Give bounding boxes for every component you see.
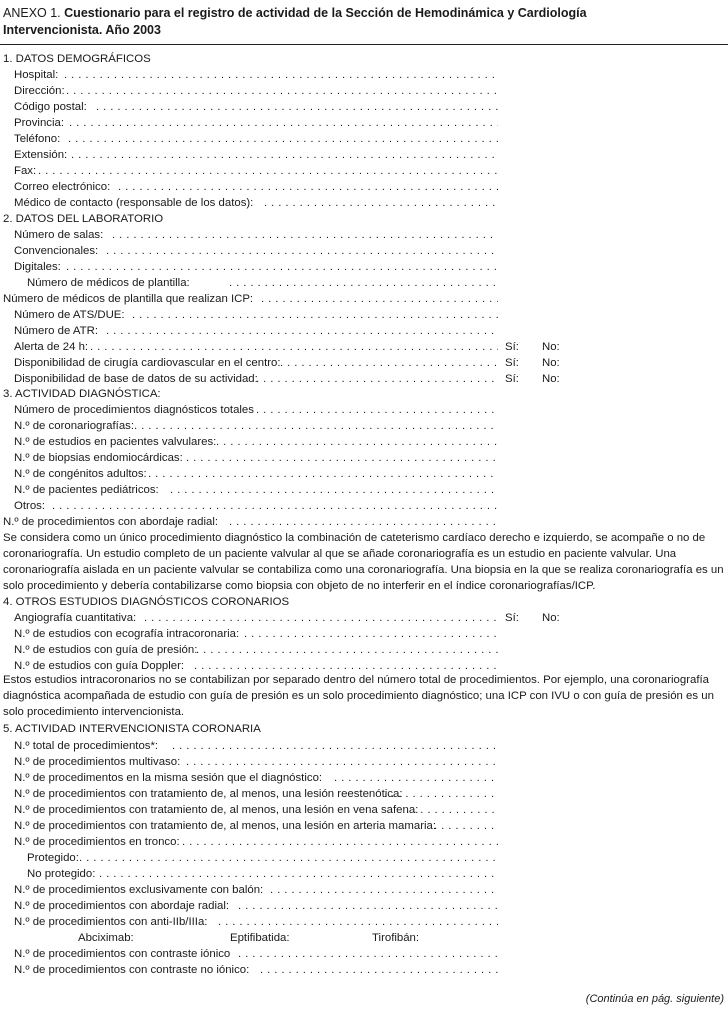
fill-dots — [52, 498, 498, 514]
field-abordaje-radial-icp[interactable] — [14, 898, 498, 914]
option-no[interactable]: No: — [542, 612, 560, 624]
option-si[interactable]: Sí: — [505, 357, 519, 369]
field-label: Angiografía cuantitativa: — [14, 612, 137, 624]
title-line-2: Intervencionista. Año 2003 — [3, 23, 161, 37]
field-misma-sesion[interactable] — [14, 770, 498, 786]
field-medicos-icp[interactable] — [3, 291, 498, 307]
fill-dots — [66, 259, 498, 275]
field-ecografia-intracoronaria[interactable] — [14, 626, 498, 642]
fill-dots — [186, 450, 498, 466]
fill-dots — [244, 626, 498, 642]
field-label: N.º de procedimientos con abordaje radial: — [14, 900, 230, 912]
field-atr[interactable] — [14, 323, 498, 339]
field-label: N.º de pacientes pediátricos: — [14, 484, 159, 496]
yes-no-base-datos[interactable] — [505, 371, 565, 387]
field-lesion-reestenotica[interactable] — [14, 786, 498, 802]
section-1-heading: 1. DATOS DEMOGRÁFICOS — [3, 53, 151, 65]
field-provincia[interactable] — [14, 115, 498, 131]
field-label: N.º de biopsias endomiocárdicas: — [14, 452, 183, 464]
fill-dots — [216, 434, 498, 450]
field-label: Médico de contacto (responsable de los datos): — [14, 197, 254, 209]
field-label: Número de ATS/DUE: — [14, 309, 125, 321]
field-contraste-ionico[interactable] — [14, 946, 498, 962]
field-no-protegido[interactable] — [27, 866, 498, 882]
fill-dots — [71, 147, 498, 163]
field-label: N.º de estudios con ecografía intracoronaria: — [14, 628, 240, 640]
fill-dots — [170, 482, 498, 498]
note-line: coronariografía aislada en un paciente valvular se contabiliza como una coronariografía. Una biopsia en la que se realiza coronariografía es un — [3, 564, 724, 576]
section-2-heading: 2. DATOS DEL LABORATORIO — [3, 213, 164, 225]
option-no[interactable]: No: — [542, 373, 560, 385]
fill-dots — [79, 850, 498, 866]
field-label: N.º de coronariografías: — [14, 420, 135, 432]
field-tronco[interactable] — [14, 834, 498, 850]
fill-dots — [334, 770, 498, 786]
field-label: N.º de procedimientos con contraste iónico — [14, 948, 231, 960]
fill-dots — [118, 179, 498, 195]
fill-dots — [106, 243, 498, 259]
note-line: Estos estudios intracoronarios no se contabilizan por separado dentro del número total de procedimientos. Por ejemplo, una coronariografía — [3, 674, 709, 686]
field-congenitos[interactable] — [14, 466, 498, 482]
fill-dots — [96, 99, 498, 115]
field-label: Alerta de 24 h: — [14, 341, 89, 353]
fill-dots — [172, 738, 498, 754]
field-label: N.º de estudios en pacientes valvulares: — [14, 436, 217, 448]
fill-dots — [384, 786, 498, 802]
field-abordaje-radial-diag[interactable] — [3, 514, 498, 530]
field-label: Dirección: — [14, 85, 65, 97]
field-label: Otros: — [14, 500, 46, 512]
section-4-heading: 4. OTROS ESTUDIOS DIAGNÓSTICOS CORONARIOS — [3, 596, 290, 608]
note-line: solo procedimiento y debería contabilizarse como biopsia con objeto de no interferir en el índice coronariografías/ICP. — [3, 580, 596, 592]
field-contraste-no-ionico[interactable] — [14, 962, 498, 978]
field-base-datos[interactable] — [14, 371, 498, 387]
field-biopsias[interactable] — [14, 450, 498, 466]
field-label: Teléfono: — [14, 133, 61, 145]
field-lesion-arteria-mamaria[interactable] — [14, 818, 498, 834]
field-fax[interactable] — [14, 163, 498, 179]
fill-dots — [38, 163, 498, 179]
field-angiografia-cuantitativa[interactable] — [14, 610, 498, 626]
field-multivaso[interactable] — [14, 754, 498, 770]
field-label: Número de médicos de plantilla: — [27, 277, 190, 289]
field-valvulares[interactable] — [14, 434, 498, 450]
field-guia-presion[interactable] — [14, 642, 498, 658]
field-label: Correo electrónico: — [14, 181, 111, 193]
field-extension[interactable] — [14, 147, 498, 163]
field-lesion-vena-safena[interactable] — [14, 802, 498, 818]
field-alerta-24h[interactable] — [14, 339, 498, 355]
fill-dots — [229, 275, 498, 291]
field-numero-salas[interactable] — [14, 227, 498, 243]
field-label: Protegido: — [27, 852, 79, 864]
note-line: solo procedimiento intervencionista. — [3, 706, 185, 718]
field-label: N.º de estudios con guía Doppler: — [14, 660, 185, 672]
fill-dots — [90, 339, 498, 355]
fill-dots — [280, 355, 498, 371]
option-si[interactable]: Sí: — [505, 373, 519, 385]
section-3-note — [3, 530, 725, 594]
fill-dots — [112, 227, 498, 243]
fill-dots — [229, 514, 498, 530]
fill-dots — [66, 83, 498, 99]
field-label: Número de médicos de plantilla que realizan ICP: — [3, 293, 254, 305]
note-line: coronariografía. Un estudio completo de un paciente valvular al que se añade coronariografía es un estudio en paciente valvular. Una — [3, 548, 677, 560]
drug-abciximab[interactable]: Abciximab: — [78, 932, 134, 944]
field-protegido[interactable] — [27, 850, 498, 866]
option-no[interactable]: No: — [542, 341, 560, 353]
field-telefono[interactable] — [14, 131, 498, 147]
yes-no-cirugia[interactable] — [505, 355, 565, 371]
fill-dots — [99, 866, 498, 882]
field-label: Extensión: — [14, 149, 68, 161]
fill-dots — [134, 418, 498, 434]
continued-note: (Continúa en pág. siguiente) — [585, 993, 724, 1005]
field-label: N.º de congénitos adultos: — [14, 468, 147, 480]
fill-dots — [238, 946, 498, 962]
field-label: N.º de procedimientos exclusivamente con balón: — [14, 884, 264, 896]
fill-dots — [261, 291, 498, 307]
field-label: Digitales: — [14, 261, 61, 273]
fill-dots — [264, 195, 498, 211]
field-total-procedimientos[interactable] — [14, 738, 498, 754]
field-diagnosticos-totales[interactable] — [14, 402, 498, 418]
yes-no-alerta[interactable] — [505, 339, 565, 355]
field-cirugia-cardiovascular[interactable] — [14, 355, 498, 371]
field-label: N.º de procedimientos con tratamiento de, al menos, una lesión en vena safena: — [14, 804, 419, 816]
field-exclusivamente-balon[interactable] — [14, 882, 498, 898]
field-label: Fax: — [14, 165, 37, 177]
field-ats-due[interactable] — [14, 307, 498, 323]
fill-dots — [132, 307, 498, 323]
field-label: N.º total de procedimientos*: — [14, 740, 159, 752]
field-label: Disponibilidad de cirugía cardiovascular en el centro: — [14, 357, 281, 369]
field-label: N.º de procedimientos con anti-IIb/IIIa: — [14, 916, 208, 928]
title-divider — [0, 44, 728, 45]
field-label: N.º de procedimientos en tronco: — [14, 836, 180, 848]
field-label: Provincia: — [14, 117, 65, 129]
section-5-heading: 5. ACTIVIDAD INTERVENCIONISTA CORONARIA — [3, 723, 261, 735]
fill-dots — [186, 754, 498, 770]
section-3-heading: 3. ACTIVIDAD DIAGNÓSTICA: — [3, 388, 161, 400]
fill-dots — [238, 898, 498, 914]
drug-eptifibatida[interactable]: Eptifibatida: — [230, 932, 290, 944]
field-label: Número de procedimientos diagnósticos totales — [14, 404, 254, 416]
field-otros[interactable] — [14, 498, 498, 514]
fill-dots — [256, 402, 498, 418]
field-medicos-plantilla[interactable] — [27, 275, 498, 291]
field-label: N.º de procedimentos en la misma sesión que el diagnóstico: — [14, 772, 323, 784]
field-label: N.º de procedimientos con tratamiento de, al menos, una lesión en arteria mamaria: — [14, 820, 437, 832]
field-medico-contacto[interactable] — [14, 195, 498, 211]
field-codigo-postal[interactable] — [14, 99, 498, 115]
fill-dots — [64, 67, 498, 83]
field-label: N.º de procedimientos multivaso: — [14, 756, 181, 768]
option-si[interactable]: Sí: — [505, 341, 519, 353]
title-line-1: Cuestionario para el registro de actividad de la Sección de Hemodinámica y Cardiología — [64, 6, 587, 20]
fill-dots — [406, 802, 498, 818]
fill-dots — [270, 882, 498, 898]
note-line: Se considera como un único procedimiento diagnóstico la combinación de cateterismo cardíaco derecho e izquierdo, se acompañe o no de — [3, 532, 706, 544]
drug-tirofiban[interactable]: Tirofibán: — [372, 932, 420, 944]
field-label: N.º de procedimientos con contraste no iónico: — [14, 964, 250, 976]
field-label: Código postal: — [14, 101, 87, 113]
fill-dots — [69, 115, 498, 131]
fill-dots — [144, 610, 498, 626]
document-title — [3, 5, 723, 39]
fill-dots — [434, 818, 498, 834]
field-label: N.º de procedimientos con abordaje radial: — [3, 516, 219, 528]
option-si[interactable]: Sí: — [505, 612, 519, 624]
field-convencionales[interactable] — [14, 243, 498, 259]
drug-options[interactable] — [78, 930, 438, 946]
field-label: No protegido: — [27, 868, 96, 880]
fill-dots — [182, 834, 498, 850]
fill-dots — [256, 371, 498, 387]
field-label: Convencionales: — [14, 245, 99, 257]
field-anti-iib-iiia[interactable] — [14, 914, 498, 930]
option-no[interactable]: No: — [542, 357, 560, 369]
field-coronariografias[interactable] — [14, 418, 498, 434]
fill-dots — [218, 914, 498, 930]
field-digitales[interactable] — [14, 259, 498, 275]
field-hospital[interactable] — [14, 67, 498, 83]
field-label: N.º de procedimientos con tratamiento de, al menos, una lesión reestenótica: — [14, 788, 403, 800]
field-label: N.º de estudios con guía de presión: — [14, 644, 198, 656]
field-label: Disponibilidad de base de datos de su actividad: — [14, 373, 258, 385]
note-line: diagnóstica acompañada de estudio con guía de presión es un solo procedimiento diagnóstico; una ICP con IVU o con guía de presión es un — [3, 690, 714, 702]
fill-dots — [196, 642, 498, 658]
yes-no-angiografia[interactable] — [505, 610, 565, 626]
section-4-note — [3, 672, 725, 720]
fill-dots — [148, 466, 498, 482]
field-label: Número de salas: — [14, 229, 104, 241]
fill-dots — [68, 131, 498, 147]
fill-dots — [106, 323, 498, 339]
annex-label: ANEXO 1. — [3, 6, 61, 20]
fill-dots — [260, 962, 498, 978]
field-label: Hospital: — [14, 69, 59, 81]
field-direccion[interactable] — [14, 83, 498, 99]
field-correo-electronico[interactable] — [14, 179, 498, 195]
field-pediatricos[interactable] — [14, 482, 498, 498]
field-label: Número de ATR: — [14, 325, 98, 337]
